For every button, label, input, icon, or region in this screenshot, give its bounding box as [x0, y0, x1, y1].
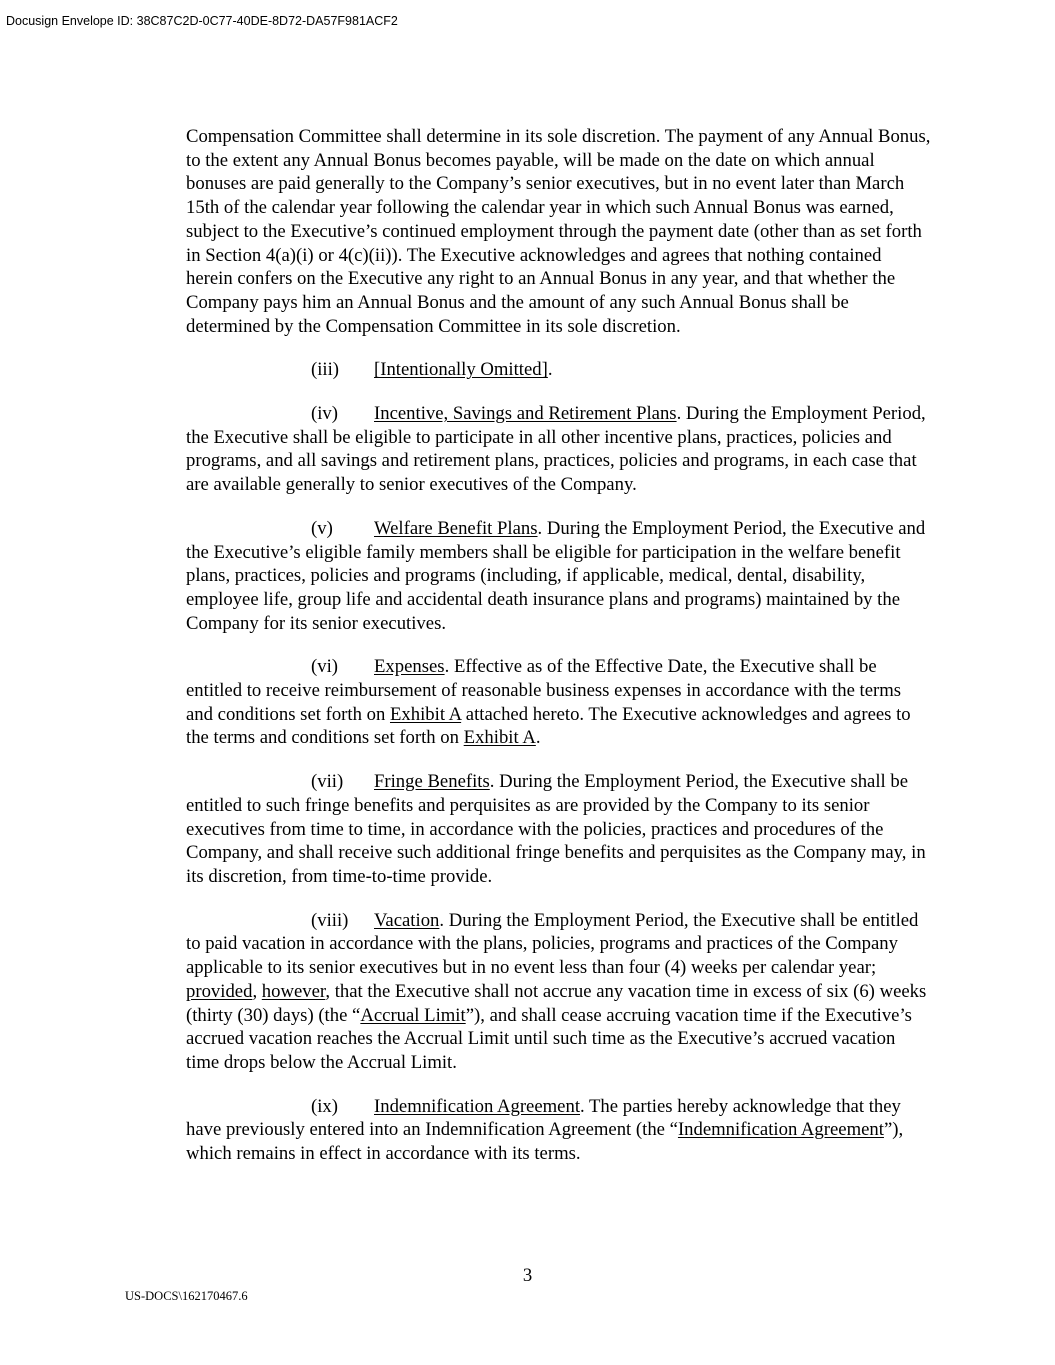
section-text: , — [252, 980, 262, 1002]
section-text: ”), and shall cease accruing vacation time if the Executive’s accrued vacation reaches the Accrual Limit until such time as the Executive’s accrued vacation time drops below the Accrual Limit. — [186, 1004, 912, 1073]
section-text: attached hereto. The Executive acknowledges and agrees to the terms and conditions set forth on — [186, 703, 911, 749]
section-viii — [186, 909, 931, 1075]
document-body — [186, 125, 931, 1186]
section-text: ”), which remains in effect in accordance with its terms. — [186, 1119, 904, 1165]
accrual-limit-term: Accrual Limit — [360, 1004, 466, 1026]
provided-term: provided — [186, 980, 253, 1002]
section-title: Welfare Benefit Plans — [374, 517, 538, 539]
section-number: (iii) — [311, 359, 340, 381]
envelope-id-header: Docusign Envelope ID: 38C87C2D-0C77-40DE-8D72-DA57F981ACF2 — [6, 14, 398, 28]
section-ix — [186, 1095, 931, 1166]
exhibit-a-reference: Exhibit A — [463, 727, 536, 749]
section-text: . The parties hereby acknowledge that they have previously entered into an Indemnification Agreement (the “ — [186, 1095, 901, 1141]
section-number: (iv) — [311, 403, 338, 425]
section-vi — [186, 655, 931, 750]
page-number: 3 — [522, 1265, 533, 1286]
section-number: (viii) — [311, 909, 349, 931]
section-number: (ix) — [311, 1095, 338, 1117]
section-text: . Effective as of the Effective Date, the Executive shall be entitled to receive reimbursement of reasonable business expenses in accordance with the terms and conditions set forth on — [186, 656, 902, 725]
section-text: . — [535, 727, 541, 749]
section-title: Expenses — [374, 656, 445, 678]
section-number: (v) — [311, 517, 333, 539]
section-text: . During the Employment Period, the Executive shall be eligible to participate in all other incentive plans, practices, policies and programs, and all savings and retirement plans, practices, policies and programs, in each case that are available generally to senior executives of the Company. — [186, 403, 926, 496]
section-text: . During the Employment Period, the Executive shall be entitled to such fringe benefits and perquisites as are provided by the Company to its senior executives from time to time, in accordance with the policies, practices and procedures of the Company, and shall receive such additional fringe benefits and perquisites as the Company may, in its discretion, from time-to-time provide. — [186, 771, 926, 887]
section-title: Incentive, Savings and Retirement Plans — [374, 403, 677, 425]
section-iii — [186, 358, 931, 382]
section-title: Vacation — [374, 909, 440, 931]
section-title: Indemnification Agreement — [374, 1095, 581, 1117]
section-text: . During the Employment Period, the Executive shall be entitled to paid vacation in accordance with the plans, policies, programs and practices of the Company applicable to its senior executives but in no event less than four (4) weeks per calendar year; — [186, 909, 919, 979]
section-iv — [186, 402, 931, 497]
section-vii — [186, 770, 931, 889]
section-title: [Intentionally Omitted] — [374, 359, 548, 381]
indemnification-agreement-term: Indemnification Agreement — [677, 1119, 884, 1141]
section-text: . — [547, 359, 553, 381]
however-term: however — [261, 980, 326, 1002]
section-number: (vi) — [311, 656, 338, 678]
intro-paragraph: Compensation Committee shall determine in its sole discretion. The payment of any Annual Bonus, to the extent any Annual Bonus becomes payable, will be made on the date on which annual bonuses are paid generally to the Company’s senior executives, but in no event later than March 15th of the calendar year following the calendar year in which such Annual Bonus was earned, subject to the Executive’s continued employment through the payment date (other than as set forth in Section 4(a)(i) or 4(c)(ii)). The Executive acknowledges and agrees that nothing contained herein confers on the Executive any right to an Annual Bonus in any year, and that whether the Company pays him an Annual Bonus and the amount of any such Annual Bonus shall be determined by the Compensation Committee in its sole discretion. — [186, 126, 931, 337]
section-title: Fringe Benefits — [374, 771, 490, 793]
section-number: (vii) — [311, 771, 344, 793]
section-v — [186, 517, 931, 636]
section-text: , that the Executive shall not accrue any vacation time in excess of six (6) weeks (thirty (30) days) (the “ — [186, 980, 927, 1026]
exhibit-a-reference: Exhibit A — [389, 703, 462, 725]
section-text: . During the Employment Period, the Executive and the Executive’s eligible family members shall be eligible for participation in the welfare benefit plans, practices, policies and programs (including, if applicable, medical, dental, disability, employee life, group life and accidental death insurance plans and programs) maintained by the Company for its senior executives. — [186, 517, 926, 634]
document-id-footer: US-DOCS\162170467.6 — [125, 1289, 248, 1303]
